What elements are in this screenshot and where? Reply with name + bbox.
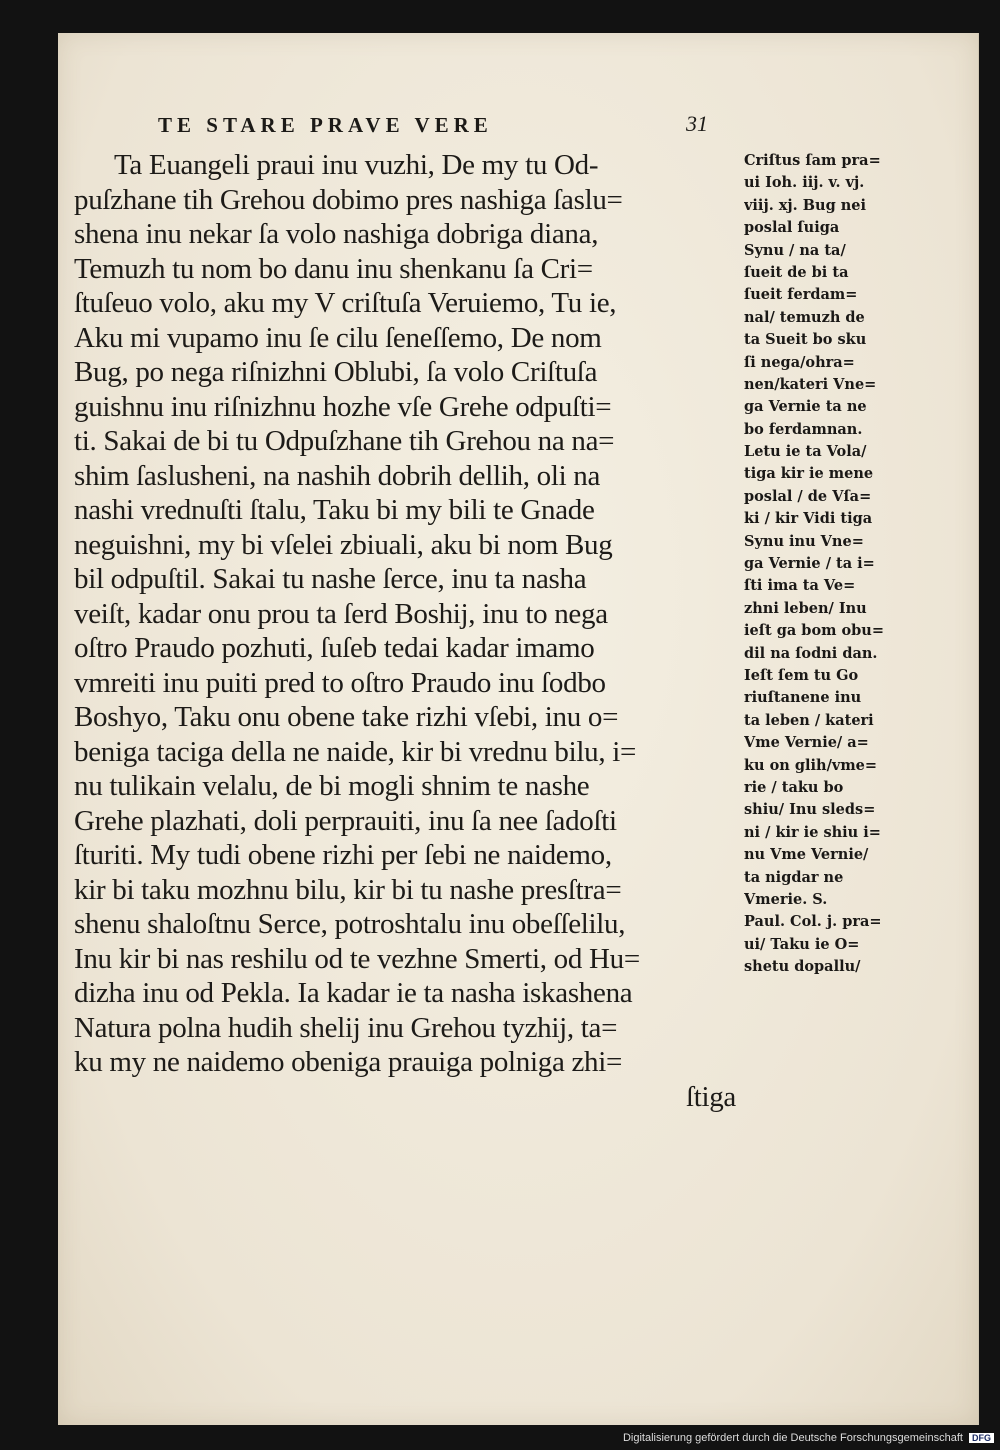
running-title: TE STARE PRAVE VERE <box>158 113 493 137</box>
text-line: Natura polna hudih sheliј inu Grehou tyzhiј, ta= <box>74 1011 618 1044</box>
funding-credit-text: Digitalisierung gefördert durch die Deutsche Forschungsgemeinschaft <box>622 1432 963 1444</box>
marginal-line: ſueit ferdam= <box>744 286 858 304</box>
text-line: Inu kir bi nas reshilu od te vezhne Smerti, od Hu= <box>74 942 640 975</box>
text-line: Aku mi vupamo inu ſe cilu ſeneſſemo, De nom <box>74 321 602 354</box>
marginal-line: ki / kir Vidi tiga <box>744 510 873 528</box>
marginal-line: zhni leben/ Inu <box>744 599 867 617</box>
marginal-line: Synu inu Vne= <box>744 532 864 550</box>
marginal-line: Letu ie ta Vola/ <box>744 443 867 461</box>
marginal-line: ui/ Taku ie O= <box>744 935 860 953</box>
marginal-line: Vmerie. S. <box>744 890 828 908</box>
page-header <box>158 113 728 143</box>
text-line: Ta Euangeli praui inu vuzhi, De my tu Od- <box>114 149 599 181</box>
text-line: puſzhane tih Grehou dobimo pres nashiga ſaslu= <box>74 183 623 216</box>
marginal-line: poslal ſuiga <box>744 219 840 237</box>
funding-credit <box>623 1432 994 1444</box>
text-line: ku my ne naidemo obeniga prauiga polniga zhi= <box>74 1046 623 1078</box>
marginal-line: shiu/ Inu sleds= <box>744 801 876 819</box>
text-line: Boshyo, Taku onu obene take rizhi vſebi, inu o= <box>74 701 619 733</box>
page-number: 31 <box>686 111 708 136</box>
text-line: bil odpuſtil. Sakai tu nashe ſerce, inu ta nasha <box>74 563 587 595</box>
text-line: kir bi taku mozhnu bilu, kir bi tu nashe presſtra= <box>74 873 622 906</box>
marginal-line: ui Ioh. iij. v. vj. <box>744 174 865 192</box>
marginal-line: nal/ temuzh de <box>744 308 865 326</box>
text-line: beniga taciga della ne naide, kir bi vrednu bilu, i= <box>74 735 637 768</box>
marginal-line: ſti ima ta Ve= <box>744 577 856 595</box>
text-line: ſtiga <box>685 1080 736 1113</box>
marginal-line: bo ferdamnan. <box>744 420 863 438</box>
marginal-line: ſi nega/ohra= <box>744 353 855 371</box>
text-line: Bug, po nega riſnizhni Oblubi, ſa volo Criſtuſa <box>74 356 598 388</box>
marginal-line: ni / kir ie shiu i= <box>744 823 881 841</box>
text-line: ſturiti. My tudi obene rizhi per ſebi ne naidemo, <box>74 839 612 871</box>
text-line: shena inu nekar ſa volo nashiga dobriga diana, <box>74 218 599 250</box>
text-line: veiſt, kadar onu prou ta ſerd Boshiј, inu to nega <box>74 597 608 630</box>
marginal-line: nu Vme Vernie/ <box>744 846 869 864</box>
marginal-line: Ieſt ſem tu Go <box>744 666 859 684</box>
marginal-line: dil na ſodni dan. <box>744 644 878 662</box>
text-line: ſtuſeuo volo, aku my V criſtuſa Veruiemo, Tu ie, <box>74 287 617 319</box>
marginal-line: ſueit de bi ta <box>744 263 849 281</box>
marginal-line: rie / taku bo <box>744 778 844 796</box>
marginal-line: ga Vernie / ta i= <box>744 555 875 573</box>
text-line: dizha inu od Pekla. Ia kadar ie ta nasha iskashena <box>74 977 633 1009</box>
text-line: Grehe plazhati, doli perprauiti, inu ſa nee ſadoſti <box>74 804 617 837</box>
marginal-line: ga Vernie ta ne <box>744 398 867 416</box>
footer-bar <box>0 1428 1000 1450</box>
text-line: nashi vrednuſti ſtalu, Taku bi my bili te Gnade <box>74 494 595 526</box>
marginal-line: tiga kir ie mene <box>744 465 874 483</box>
marginal-line: ku on glih/vme= <box>744 756 878 774</box>
marginal-line: Vme Vernie/ a= <box>744 734 869 752</box>
text-line: nu tulikain velalu, de bi mogli shnim te nashe <box>74 770 590 802</box>
text-line: guishnu inu riſnizhnu hozhe vſe Grehe odpuſti= <box>74 390 612 423</box>
marginal-line: ta nigdar ne <box>744 868 844 886</box>
text-line: oſtro Praudo pozhuti, ſuſeb tedai kadar imamo <box>74 632 595 664</box>
marginal-line: Paul. Col. j. pra= <box>744 913 882 931</box>
marginal-line: Criſtus ſam pra= <box>744 152 881 169</box>
main-text-block <box>74 148 738 1114</box>
text-line: shim ſaslusheni, na nashih dobrih dellih, oli na <box>74 459 601 492</box>
dfg-logo: DFG <box>969 1433 994 1443</box>
text-line: ti. Sakai de bi tu Odpuſzhane tih Grehou na na= <box>74 425 615 457</box>
marginal-line: riuſtanene inu <box>744 689 862 707</box>
text-line: neguishni, my bi vſelei zbiuali, aku bi nom Bug <box>74 528 613 561</box>
marginal-line: Synu / na ta/ <box>744 241 846 259</box>
text-line: shenu shaloſtnu Serce, potroshtalu inu obeſſelilu, <box>74 908 626 940</box>
marginal-line: ieſt ga bom obu= <box>744 622 885 640</box>
text-line: vmreiti inu puiti pred to oſtro Praudo inu ſodbo <box>74 666 606 699</box>
text-line: Temuzh tu nom bo danu inu shenkanu ſa Cri= <box>74 252 593 285</box>
marginal-line: ta Sueit bo sku <box>744 331 867 349</box>
marginal-line: nen/kateri Vne= <box>744 375 877 393</box>
marginal-line: poslal / de Vſa= <box>744 487 872 505</box>
marginal-line: ta leben / kateri <box>744 711 874 729</box>
marginal-line: viij. xj. Bug nei <box>744 196 867 214</box>
marginal-note <box>744 150 919 978</box>
marginal-line: shetu dopallu/ <box>744 958 861 976</box>
